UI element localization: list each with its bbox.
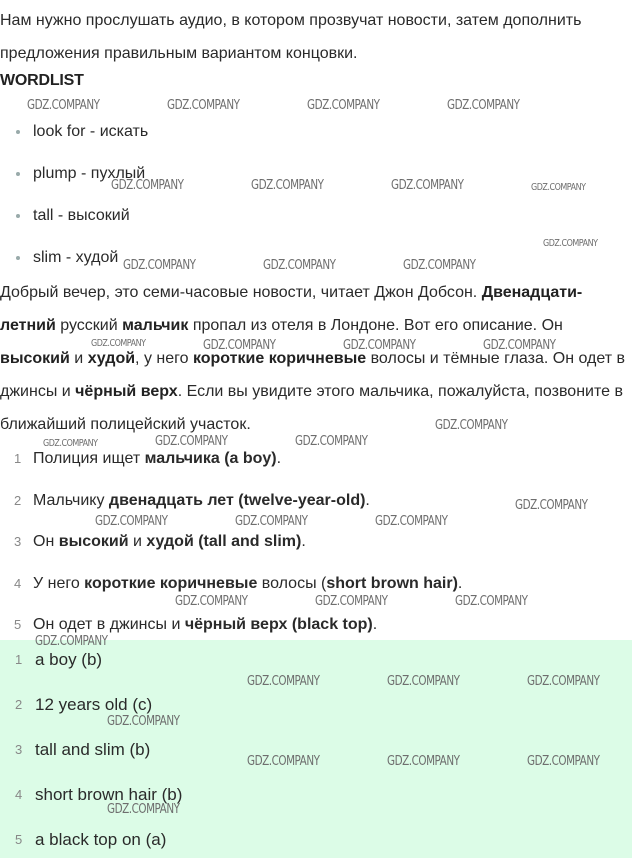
question-text: Он xyxy=(33,533,59,551)
story-text: волосы и тёмные глаза. Он одет в джинсы и xyxy=(0,350,625,400)
item-number: 4 xyxy=(15,787,23,802)
story-bold: худой xyxy=(87,350,136,367)
list-item xyxy=(0,563,632,605)
question-bold: двенадцать лет (twelve-year-old) xyxy=(108,491,366,509)
list-item xyxy=(0,153,148,195)
news-story xyxy=(0,276,632,441)
story-bold: короткие коричневые xyxy=(192,350,367,367)
list-item xyxy=(0,730,632,775)
bullet-icon xyxy=(16,172,20,176)
watermark: GDZ.COMPANY xyxy=(167,98,240,113)
question-text: Полиция ищет xyxy=(33,450,145,467)
story-bold: мальчик xyxy=(122,317,189,334)
question-text: волосы ( xyxy=(257,574,327,592)
wordlist-heading: WORDLIST xyxy=(0,72,84,89)
bullet-icon xyxy=(16,214,20,218)
bullet-icon xyxy=(16,130,20,134)
question-bold: худой (tall and slim) xyxy=(146,533,302,551)
question-text: и xyxy=(128,533,147,551)
story-bold: Двенадцати-летний xyxy=(0,284,583,334)
answer-box xyxy=(0,640,632,858)
list-item xyxy=(0,438,632,480)
watermark: GDZ.COMPANY xyxy=(295,434,368,449)
story-bold: чёрный верх xyxy=(75,383,178,400)
watermark: GDZ.COMPANY xyxy=(531,182,586,193)
story-text: . Если вы увидите этого мальчика, пожалуйста, позвоните в ближайший полицейский участок. xyxy=(0,383,623,433)
watermark: GDZ.COMPANY xyxy=(447,98,520,113)
watermark: GDZ.COMPANY xyxy=(515,498,588,513)
item-number: 1 xyxy=(15,652,23,667)
watermark: GDZ.COMPANY xyxy=(403,258,476,273)
question-text: . xyxy=(276,450,282,467)
watermark: GDZ.COMPANY xyxy=(315,594,388,609)
question-text: . xyxy=(457,574,463,592)
watermark: GDZ.COMPANY xyxy=(483,338,556,353)
answer-text: a boy (b) xyxy=(35,650,103,669)
wordlist-entry: slim - худой xyxy=(33,249,119,266)
question-text: . xyxy=(365,491,370,509)
watermark: GDZ.COMPANY xyxy=(527,754,600,769)
list-item xyxy=(0,521,632,563)
list-item xyxy=(0,237,148,279)
list-item xyxy=(0,195,148,237)
intro-text: Нам нужно прослушать аудио, в котором прозвучат новости, затем дополнить предложения правильным вариантом концовки. xyxy=(0,12,582,62)
list-item xyxy=(0,685,632,730)
watermark: GDZ.COMPANY xyxy=(455,594,528,609)
watermark: GDZ.COMPANY xyxy=(307,98,380,113)
watermark: GDZ.COMPANY xyxy=(35,634,108,649)
item-number: 3 xyxy=(14,534,22,550)
question-text: . xyxy=(301,533,306,551)
list-item xyxy=(0,820,632,865)
wordlist xyxy=(0,111,148,279)
list-item xyxy=(0,775,632,820)
story-text: , у него xyxy=(135,350,193,367)
question-bold: короткие коричневые xyxy=(84,574,258,592)
question-bold: высокий xyxy=(58,533,129,551)
question-bold: мальчика (a boy) xyxy=(144,450,277,467)
question-text: Мальчику xyxy=(33,491,109,509)
item-number: 2 xyxy=(14,492,22,508)
watermark: GDZ.COMPANY xyxy=(111,178,184,193)
story-text: пропал из отеля в Лондоне. Вот его описание. Он xyxy=(188,317,563,334)
item-number: 4 xyxy=(14,575,22,591)
bullet-icon xyxy=(16,256,20,260)
watermark: GDZ.COMPANY xyxy=(107,714,180,729)
watermark: GDZ.COMPANY xyxy=(203,338,276,353)
question-bold: чёрный верх (black top) xyxy=(184,616,373,634)
answer-text: tall and slim (b) xyxy=(35,740,151,759)
story-bold: высокий xyxy=(0,350,70,367)
list-item xyxy=(0,640,632,685)
watermark: GDZ.COMPANY xyxy=(95,514,168,529)
watermark: GDZ.COMPANY xyxy=(43,438,98,449)
watermark: GDZ.COMPANY xyxy=(27,98,100,113)
watermark: GDZ.COMPANY xyxy=(387,754,460,769)
answer-list xyxy=(0,640,632,865)
watermark: GDZ.COMPANY xyxy=(175,594,248,609)
question-bold: short brown hair) xyxy=(326,574,458,592)
story-text: и xyxy=(69,350,88,367)
watermark: GDZ.COMPANY xyxy=(247,674,320,689)
item-number: 5 xyxy=(14,617,22,633)
question-text: Он одет в джинсы и xyxy=(33,616,185,634)
list-item xyxy=(0,111,148,153)
watermark: GDZ.COMPANY xyxy=(391,178,464,193)
wordlist-entry: plump - пухлый xyxy=(33,165,146,182)
item-number: 5 xyxy=(15,832,23,847)
item-number: 3 xyxy=(15,742,23,757)
watermark: GDZ.COMPANY xyxy=(155,434,228,449)
watermark: GDZ.COMPANY xyxy=(435,418,508,433)
item-number: 2 xyxy=(15,697,23,712)
watermark: GDZ.COMPANY xyxy=(375,514,448,529)
wordlist-entry: tall - высокий xyxy=(33,207,130,224)
watermark: GDZ.COMPANY xyxy=(527,674,600,689)
watermark: GDZ.COMPANY xyxy=(235,514,308,529)
watermark: GDZ.COMPANY xyxy=(263,258,336,273)
watermark: GDZ.COMPANY xyxy=(123,258,196,273)
story-text: русский xyxy=(55,317,123,334)
watermark: GDZ.COMPANY xyxy=(343,338,416,353)
watermark: GDZ.COMPANY xyxy=(387,674,460,689)
answer-text: 12 years old (c) xyxy=(35,695,153,714)
watermark: GDZ.COMPANY xyxy=(543,238,598,249)
watermark: GDZ.COMPANY xyxy=(91,338,146,349)
wordlist-entry: look for - искать xyxy=(33,123,149,140)
watermark: GDZ.COMPANY xyxy=(247,754,320,769)
question-text: У него xyxy=(33,574,85,592)
watermark: GDZ.COMPANY xyxy=(251,178,324,193)
list-item xyxy=(0,480,632,522)
story-text: Добрый вечер, это семи-часовые новости, читает Джон Добсон. xyxy=(0,284,482,301)
watermark: GDZ.COMPANY xyxy=(107,802,180,817)
question-list xyxy=(0,438,632,646)
answer-text: short brown hair (b) xyxy=(35,785,183,804)
answer-text: a black top on (a) xyxy=(35,830,167,849)
question-text: . xyxy=(372,616,378,634)
item-number: 1 xyxy=(14,451,22,466)
